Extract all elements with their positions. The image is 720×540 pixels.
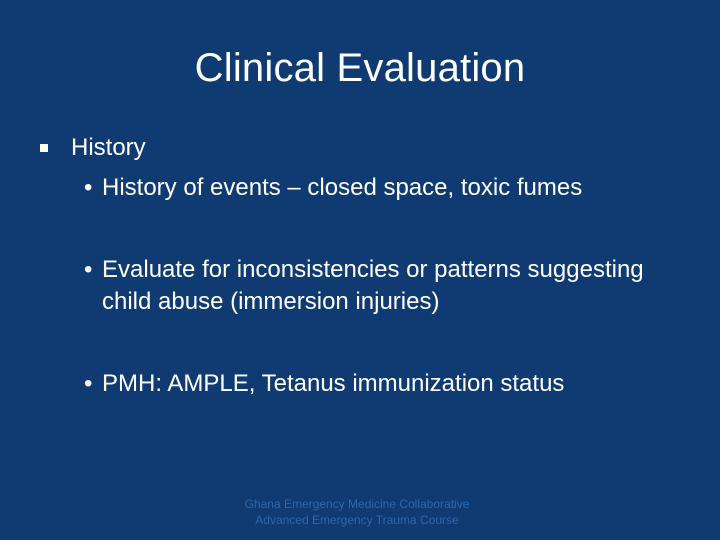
slide-footer [0,496,714,528]
footer-line-2: Advanced Emergency Trauma Course [255,513,459,527]
slide-title: Clinical Evaluation [194,46,526,90]
bullet-text: History [71,134,146,161]
round-bullet-icon: • [84,370,93,397]
bullet-text: History of events – closed space, toxic fumes [102,174,583,201]
round-bullet-icon: • [84,174,93,201]
round-bullet-icon: • [84,256,93,283]
bullet-text: Evaluate for inconsistencies or patterns suggesting child abuse (immersion injuries) [102,256,644,315]
bullet-text: PMH: AMPLE, Tetanus immunization status [102,370,565,397]
footer-line-1: Ghana Emergency Medicine Collaborative [244,497,470,511]
square-bullet-icon [40,144,48,152]
